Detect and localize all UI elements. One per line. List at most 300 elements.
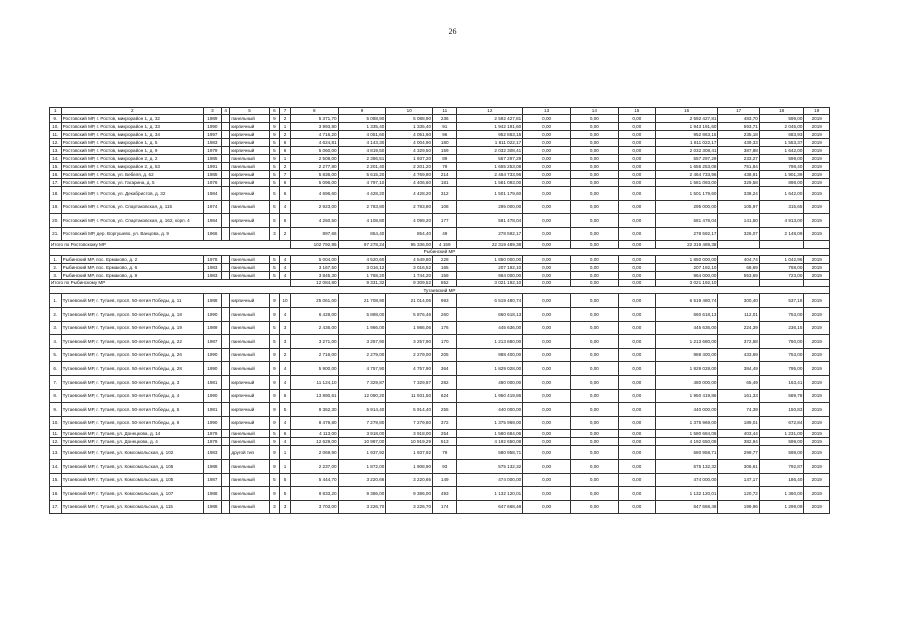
unit-cost-cell: 338,24 [718,187,759,201]
total-area-cell: 5 371,70 [290,115,338,123]
funding-cell: 0,00 [570,139,618,147]
repair-year-cell: 2019 [804,187,830,201]
funding-cell: 0,00 [618,375,655,389]
build-year-cell: 1990 [203,416,221,430]
funding-cell: 0,00 [618,163,655,171]
living-area-cell: 10 987,00 [338,438,386,446]
unit-cost-cell: 439,33 [718,139,759,147]
entrances-cell: 4 [280,200,291,214]
floors-cell: 3 [269,500,280,514]
repair-cost-cell: 1 580 684,06 [457,430,523,438]
column-number-cell: 12 [457,108,523,115]
funding-cell: 0,00 [570,263,618,271]
entrances-cell: 1 [280,446,291,460]
address-cell: Рыбинский МР, пос. Ермаково, д. 2 [61,255,203,263]
repair-cost-cell: 1 950 419,86 [457,389,523,403]
total-cost-cell: 4 192 650,08 [655,438,718,446]
unit-cost-cell: 384,49 [718,362,759,376]
build-year-cell: 1984 [203,214,221,228]
total-cost-cell: 445 636,00 [655,321,718,335]
funding-cell: 0,00 [523,263,571,271]
premises-area-cell: 7 279,80 [386,416,433,430]
limit-cost-cell: 792,87 [759,459,804,473]
total-area-cell: 25 061,00 [290,294,338,308]
total-cost-cell: 278 592,17 [655,227,718,241]
row-number-cell: 12. [50,139,62,147]
funding-cell: 0,00 [570,123,618,131]
living-area-cell: 4 819,50 [338,147,386,155]
build-year-cell: 1985 [203,155,221,163]
capital-repair-register-table [49,107,830,514]
wall-material-cell: панельный [230,271,269,279]
column-number-cell: 16 [655,108,718,115]
subtotal-value-cell: 22 319 489,38 [655,241,718,249]
total-cost-cell: 1 501 179,60 [655,187,718,201]
column-number-cell: 17 [718,108,759,115]
repair-year-cell: 2019 [804,389,830,403]
table-row [50,255,830,263]
subtotal-row [50,279,830,287]
funding-cell: 0,00 [523,375,571,389]
premises-area-cell: 3 220,66 [386,473,433,487]
build-year-cell: 1990 [203,123,221,131]
blank-cell [221,171,229,179]
living-area-cell: 1 937,92 [338,446,386,460]
address-cell: Ростовский МР, г. Ростов, ул. Бебеля, д. 62 [61,171,203,179]
unit-cost-cell: 300,40 [718,294,759,308]
entrances-cell: 2 [280,348,291,362]
wall-material-cell: панельный [230,155,269,163]
address-cell: Ростовский МР, г. Ростов, ул. Спартаковская, д. 115 [61,200,203,214]
total-area-cell: 4 260,50 [290,214,338,228]
funding-cell: 0,00 [618,187,655,201]
blank-cell [221,416,229,430]
premises-area-cell: 21 014,06 [386,294,433,308]
repair-year-cell: 2019 [804,179,830,187]
subtotal-row [50,241,830,249]
living-area-cell: 4 520,60 [338,255,386,263]
wall-material-cell: панельный [230,255,269,263]
column-number-cell: 6 [269,108,280,115]
floors-cell: 9 [269,123,280,131]
premises-area-cell: 9 386,00 [386,487,433,501]
blank-cell [221,446,229,460]
funding-cell: 0,00 [570,200,618,214]
floors-cell: 5 [269,179,280,187]
limit-cost-cell: 798,40 [759,163,804,171]
table-row [50,294,830,308]
residents-cell: 364 [433,362,457,376]
funding-cell: 0,00 [618,459,655,473]
table-row [50,430,830,438]
row-number-cell: 14. [50,459,62,473]
blank-cell [221,459,229,473]
table-row [50,446,830,460]
row-number-cell: 3. [50,271,62,279]
column-number-cell: 18 [759,108,804,115]
blank-cell [221,438,229,446]
funding-cell: 0,00 [618,473,655,487]
floors-cell: 5 [269,200,280,214]
funding-cell: 0,00 [570,487,618,501]
repair-year-cell: 2019 [804,335,830,349]
entrances-cell: 4 [280,438,291,446]
funding-cell: 0,00 [523,362,571,376]
unit-cost-cell: 751,84 [718,163,759,171]
table-row [50,403,830,417]
unit-cost-cell: 120,72 [718,487,759,501]
repair-year-cell: 2019 [804,362,830,376]
residents-cell: 513 [433,438,457,446]
funding-cell: 0,00 [570,187,618,201]
address-cell: Рыбинский МР, пос. Ермаково, д. 6 [61,263,203,271]
column-number-cell: 13 [523,108,571,115]
column-number-cell: 5 [230,108,269,115]
total-area-cell: 13 890,61 [290,389,338,403]
unit-cost-cell: 68,69 [718,263,759,271]
funding-cell: 0,00 [523,403,571,417]
address-cell: Ростовский МР, г. Ростов, микрорайон 2, д. 53 [61,163,203,171]
unit-cost-cell: 326,07 [718,227,759,241]
address-cell: Тутаевский МР, г. Тутаев, ул. Комсомольская, д. 115 [61,500,203,514]
address-cell: Тутаевский МР, г. Тутаев, ул. Комсомольская, д. 105 [61,459,203,473]
column-number-cell: 4 [221,108,229,115]
premises-area-cell: 7 329,87 [386,375,433,389]
funding-cell: 0,00 [523,321,571,335]
repair-cost-cell: 278 592,17 [457,227,523,241]
floors-cell: 3 [269,227,280,241]
total-cost-cell: 952 863,15 [655,131,718,139]
floors-cell: 9 [269,416,280,430]
funding-cell: 0,00 [570,147,618,155]
subtotal-value-cell: 0,00 [570,279,618,287]
table-row [50,139,830,147]
address-cell: Ростовский МР, г. Ростов, ул. Спартаковская, д. 162, корп. 4 [61,214,203,228]
funding-cell: 0,00 [570,321,618,335]
repair-year-cell: 2019 [804,416,830,430]
total-area-cell: 5 836,00 [290,171,338,179]
floors-cell: 5 [269,171,280,179]
floors-cell: 9 [269,348,280,362]
funding-cell: 0,00 [618,294,655,308]
funding-cell: 0,00 [523,214,571,228]
living-area-cell: 3 220,66 [338,473,386,487]
repair-year-cell: 2019 [804,294,830,308]
entrances-cell: 4 [280,416,291,430]
residents-cell: 108 [433,200,457,214]
column-number-cell: 1 [50,108,62,115]
table-row [50,307,830,321]
living-area-cell: 21 708,90 [338,294,386,308]
entrances-cell: 7 [280,171,291,179]
wall-material-cell: панельный [230,487,269,501]
limit-cost-cell: 1 360,00 [759,487,804,501]
repair-cost-cell: 207 192,10 [457,263,523,271]
limit-cost-cell: 4 913,00 [759,214,804,228]
residents-cell: 214 [433,171,457,179]
repair-year-cell: 2019 [804,214,830,228]
column-number-cell: 3 [203,108,221,115]
repair-year-cell: 2019 [804,131,830,139]
total-area-cell: 12 629,00 [290,438,338,446]
funding-cell: 0,00 [523,307,571,321]
wall-material-cell: панельный [230,200,269,214]
entrances-cell: 2 [280,115,291,123]
funding-cell: 0,00 [523,487,571,501]
blank-cell [221,335,229,349]
repair-year-cell: 2019 [804,500,830,514]
unit-cost-cell: 233,27 [718,155,759,163]
build-year-cell: 1988 [203,500,221,514]
funding-cell: 0,00 [570,375,618,389]
limit-cost-cell: 315,65 [759,200,804,214]
repair-cost-cell: 575 132,32 [457,459,523,473]
table-row [50,271,830,279]
repair-cost-cell: 1 581 093,00 [457,179,523,187]
funding-cell: 0,00 [570,131,618,139]
limit-cost-cell: 599,00 [759,115,804,123]
funding-cell: 0,00 [523,446,571,460]
address-cell: Тутаевский МР, г. Тутаев, ул. Донецкова, д. 14 [61,430,203,438]
address-cell: Ростовский МР, г. Ростов, ул. Декабристов, д. 32 [61,187,203,201]
funding-cell: 0,00 [523,255,571,263]
premises-area-cell: 1 986,06 [386,321,433,335]
floors-cell: 9 [269,362,280,376]
address-cell: Ростовский МР, г. Ростов, микрорайон 1, д. 34 [61,131,203,139]
unit-cost-cell: 74,39 [718,403,759,417]
total-cost-cell: 575 132,32 [655,459,718,473]
floors-cell: 5 [269,263,280,271]
table-row [50,263,830,271]
repair-year-cell: 2019 [804,403,830,417]
residents-cell: 260 [433,307,457,321]
funding-cell: 0,00 [570,438,618,446]
premises-area-cell: 5 088,90 [386,115,433,123]
funding-cell: 0,00 [570,294,618,308]
column-number-cell: 19 [804,108,830,115]
living-area-cell: 12 090,20 [338,389,386,403]
residents-cell: 254 [433,430,457,438]
table-row [50,227,830,241]
address-cell: Тутаевский МР, г. Тутаев, ул. Донецкова, д. 4 [61,438,203,446]
floors-cell: 5 [269,187,280,201]
unit-cost-cell: 403,44 [718,430,759,438]
total-area-cell: 2 508,00 [290,155,338,163]
funding-cell: 0,00 [570,446,618,460]
repair-year-cell: 2019 [804,375,830,389]
wall-material-cell: панельный [230,473,269,487]
repair-year-cell: 2019 [804,171,830,179]
repair-year-cell: 2019 [804,255,830,263]
address-cell: Тутаевский МР, г. Тутаев, просп. 50-летия Победы, д. 6 [61,416,203,430]
address-cell: Тутаевский МР, г. Тутаев, просп. 50-летия Победы, д. 22 [61,335,203,349]
wall-material-cell: панельный [230,430,269,438]
funding-cell: 0,00 [618,200,655,214]
total-cost-cell: 557 297,29 [655,155,718,163]
funding-cell: 0,00 [618,335,655,349]
floors-cell: 9 [269,294,280,308]
address-cell: Ростовский МР, г. Ростов, микрорайон 1, д. 32 [61,115,203,123]
funding-cell: 0,00 [523,473,571,487]
premises-area-cell: 854,40 [386,227,433,241]
funding-cell: 0,00 [570,459,618,473]
total-area-cell: 2 069,90 [290,446,338,460]
limit-cost-cell: 236,15 [759,321,804,335]
wall-material-cell: кирпичный [230,123,269,131]
wall-material-cell: панельный [230,115,269,123]
entrances-cell: 6 [280,179,291,187]
address-cell: Тутаевский МР, г. Тутаев, просп. 50-летия Победы, д. 26 [61,348,203,362]
premises-area-cell: 1 937,92 [386,446,433,460]
total-area-cell: 8 479,80 [290,416,338,430]
total-area-cell: 2 237,00 [290,459,338,473]
wall-material-cell: панельный [230,348,269,362]
table-row [50,131,830,139]
table-row [50,155,830,163]
row-number-cell: 13. [50,147,62,155]
funding-cell: 0,00 [523,459,571,473]
subtotal-value-cell: 9 331,32 [338,279,386,287]
funding-cell: 0,00 [618,362,655,376]
floors-cell: 5 [269,139,280,147]
residents-cell: 165 [433,263,457,271]
table-row [50,335,830,349]
wall-material-cell: кирпичный [230,187,269,201]
repair-cost-cell: 647 668,48 [457,500,523,514]
funding-cell: 0,00 [618,123,655,131]
row-number-cell: 2. [50,263,62,271]
build-year-cell: 1976 [203,179,221,187]
limit-cost-cell: 2 148,09 [759,227,804,241]
premises-area-cell: 1 335,40 [386,123,433,131]
funding-cell: 0,00 [570,271,618,279]
address-cell: Ростовский МР, дер. Воргушево, ул. Ванцова, д. 9 [61,227,203,241]
unit-cost-cell: 404,74 [718,255,759,263]
table-row [50,171,830,179]
row-number-cell: 16. [50,171,62,179]
wall-material-cell: кирпичный [230,403,269,417]
entrances-cell: 1 [280,155,291,163]
row-number-cell: 1. [50,255,62,263]
blank-cell [221,430,229,438]
total-area-cell: 9 833,20 [290,487,338,501]
funding-cell: 0,00 [570,335,618,349]
address-cell: Тутаевский МР, г. Тутаев, просп. 50-летия Победы, д. 4 [61,389,203,403]
funding-cell: 0,00 [618,179,655,187]
total-cost-cell: 6 519 480,74 [655,294,718,308]
column-number-header-row [50,108,830,115]
wall-material-cell: панельный [230,459,269,473]
build-year-cell: 1985 [203,171,221,179]
total-cost-cell: 1 580 684,06 [655,430,718,438]
blank-cell [221,500,229,514]
limit-cost-cell: 599,00 [759,438,804,446]
address-cell: Тутаевский МР, г. Тутаев, ул. Комсомольская, д. 102 [61,446,203,460]
address-cell: Тутаевский МР, г. Тутаев, ул. Комсомольская, д. 107 [61,487,203,501]
limit-cost-cell: 2 045,00 [759,123,804,131]
blank-cell [221,362,229,376]
premises-area-cell: 2 279,00 [386,348,433,362]
funding-cell: 0,00 [618,263,655,271]
limit-cost-cell: 795,00 [759,362,804,376]
floors-cell: 9 [269,459,280,473]
limit-cost-cell: 163,41 [759,375,804,389]
entrances-cell: 4 [280,271,291,279]
funding-cell: 0,00 [523,187,571,201]
unit-cost-cell: 387,88 [718,147,759,155]
build-year-cell: 1990 [203,389,221,403]
unit-cost-cell: 147,17 [718,473,759,487]
premises-area-cell: 4 329,50 [386,147,433,155]
residents-cell: 176 [433,321,457,335]
living-area-cell: 2 783,80 [338,200,386,214]
table-row [50,163,830,171]
residents-cell: 96 [433,131,457,139]
repair-cost-cell: 1 213 680,00 [457,335,523,349]
entrances-cell: 6 [280,430,291,438]
funding-cell: 0,00 [570,163,618,171]
table-row [50,487,830,501]
unit-cost-cell: 372,58 [718,335,759,349]
row-number-cell: 8. [50,389,62,403]
subtotal-label: Итого по Рыбинскому МР [50,279,291,287]
address-cell: Ростовский МР, г. Ростов, ул. Гагарина, д. 5 [61,179,203,187]
row-number-cell: 11. [50,131,62,139]
living-area-cell: 3 016,12 [338,263,386,271]
build-year-cell: 1983 [203,263,221,271]
funding-cell: 0,00 [570,255,618,263]
blank-cell [804,279,830,287]
repair-cost-cell: 1 811 022,17 [457,139,523,147]
row-number-cell: 14. [50,155,62,163]
table-row [50,115,830,123]
build-year-cell: 1990 [203,307,221,321]
entrances-cell: 10 [280,294,291,308]
entrances-cell: 2 [280,163,291,171]
total-cost-cell: 1 213 680,00 [655,335,718,349]
total-cost-cell: 1 943 191,60 [655,123,718,131]
floors-cell: 9 [269,131,280,139]
funding-cell: 0,00 [570,389,618,403]
residents-cell: 93 [433,459,457,473]
floors-cell: 9 [269,446,280,460]
repair-year-cell: 2019 [804,438,830,446]
district-title: Тутаевский МР [50,287,830,294]
repair-year-cell: 2019 [804,155,830,163]
total-cost-cell: 660 618,13 [655,307,718,321]
address-cell: Ростовский МР, г. Ростов, микрорайон 1, д. 9 [61,147,203,155]
wall-material-cell: панельный [230,263,269,271]
premises-area-cell: 5 914,40 [386,403,433,417]
entrances-cell: 6 [280,389,291,403]
row-number-cell: 12. [50,438,62,446]
funding-cell: 0,00 [523,335,571,349]
total-cost-cell: 2 592 427,81 [655,115,718,123]
blank-cell [804,241,830,249]
table-row [50,147,830,155]
living-area-cell: 1 986,00 [338,321,386,335]
repair-cost-cell: 660 618,13 [457,307,523,321]
residents-cell: 89 [433,155,457,163]
limit-cost-cell: 1 231,00 [759,430,804,438]
unit-cost-cell: 112,01 [718,307,759,321]
repair-year-cell: 2019 [804,307,830,321]
living-area-cell: 1 872,00 [338,459,386,473]
residents-cell: 159 [433,147,457,155]
total-cost-cell: 1 581 093,00 [655,179,718,187]
repair-cost-cell: 1 501 179,60 [457,187,523,201]
funding-cell: 0,00 [618,307,655,321]
